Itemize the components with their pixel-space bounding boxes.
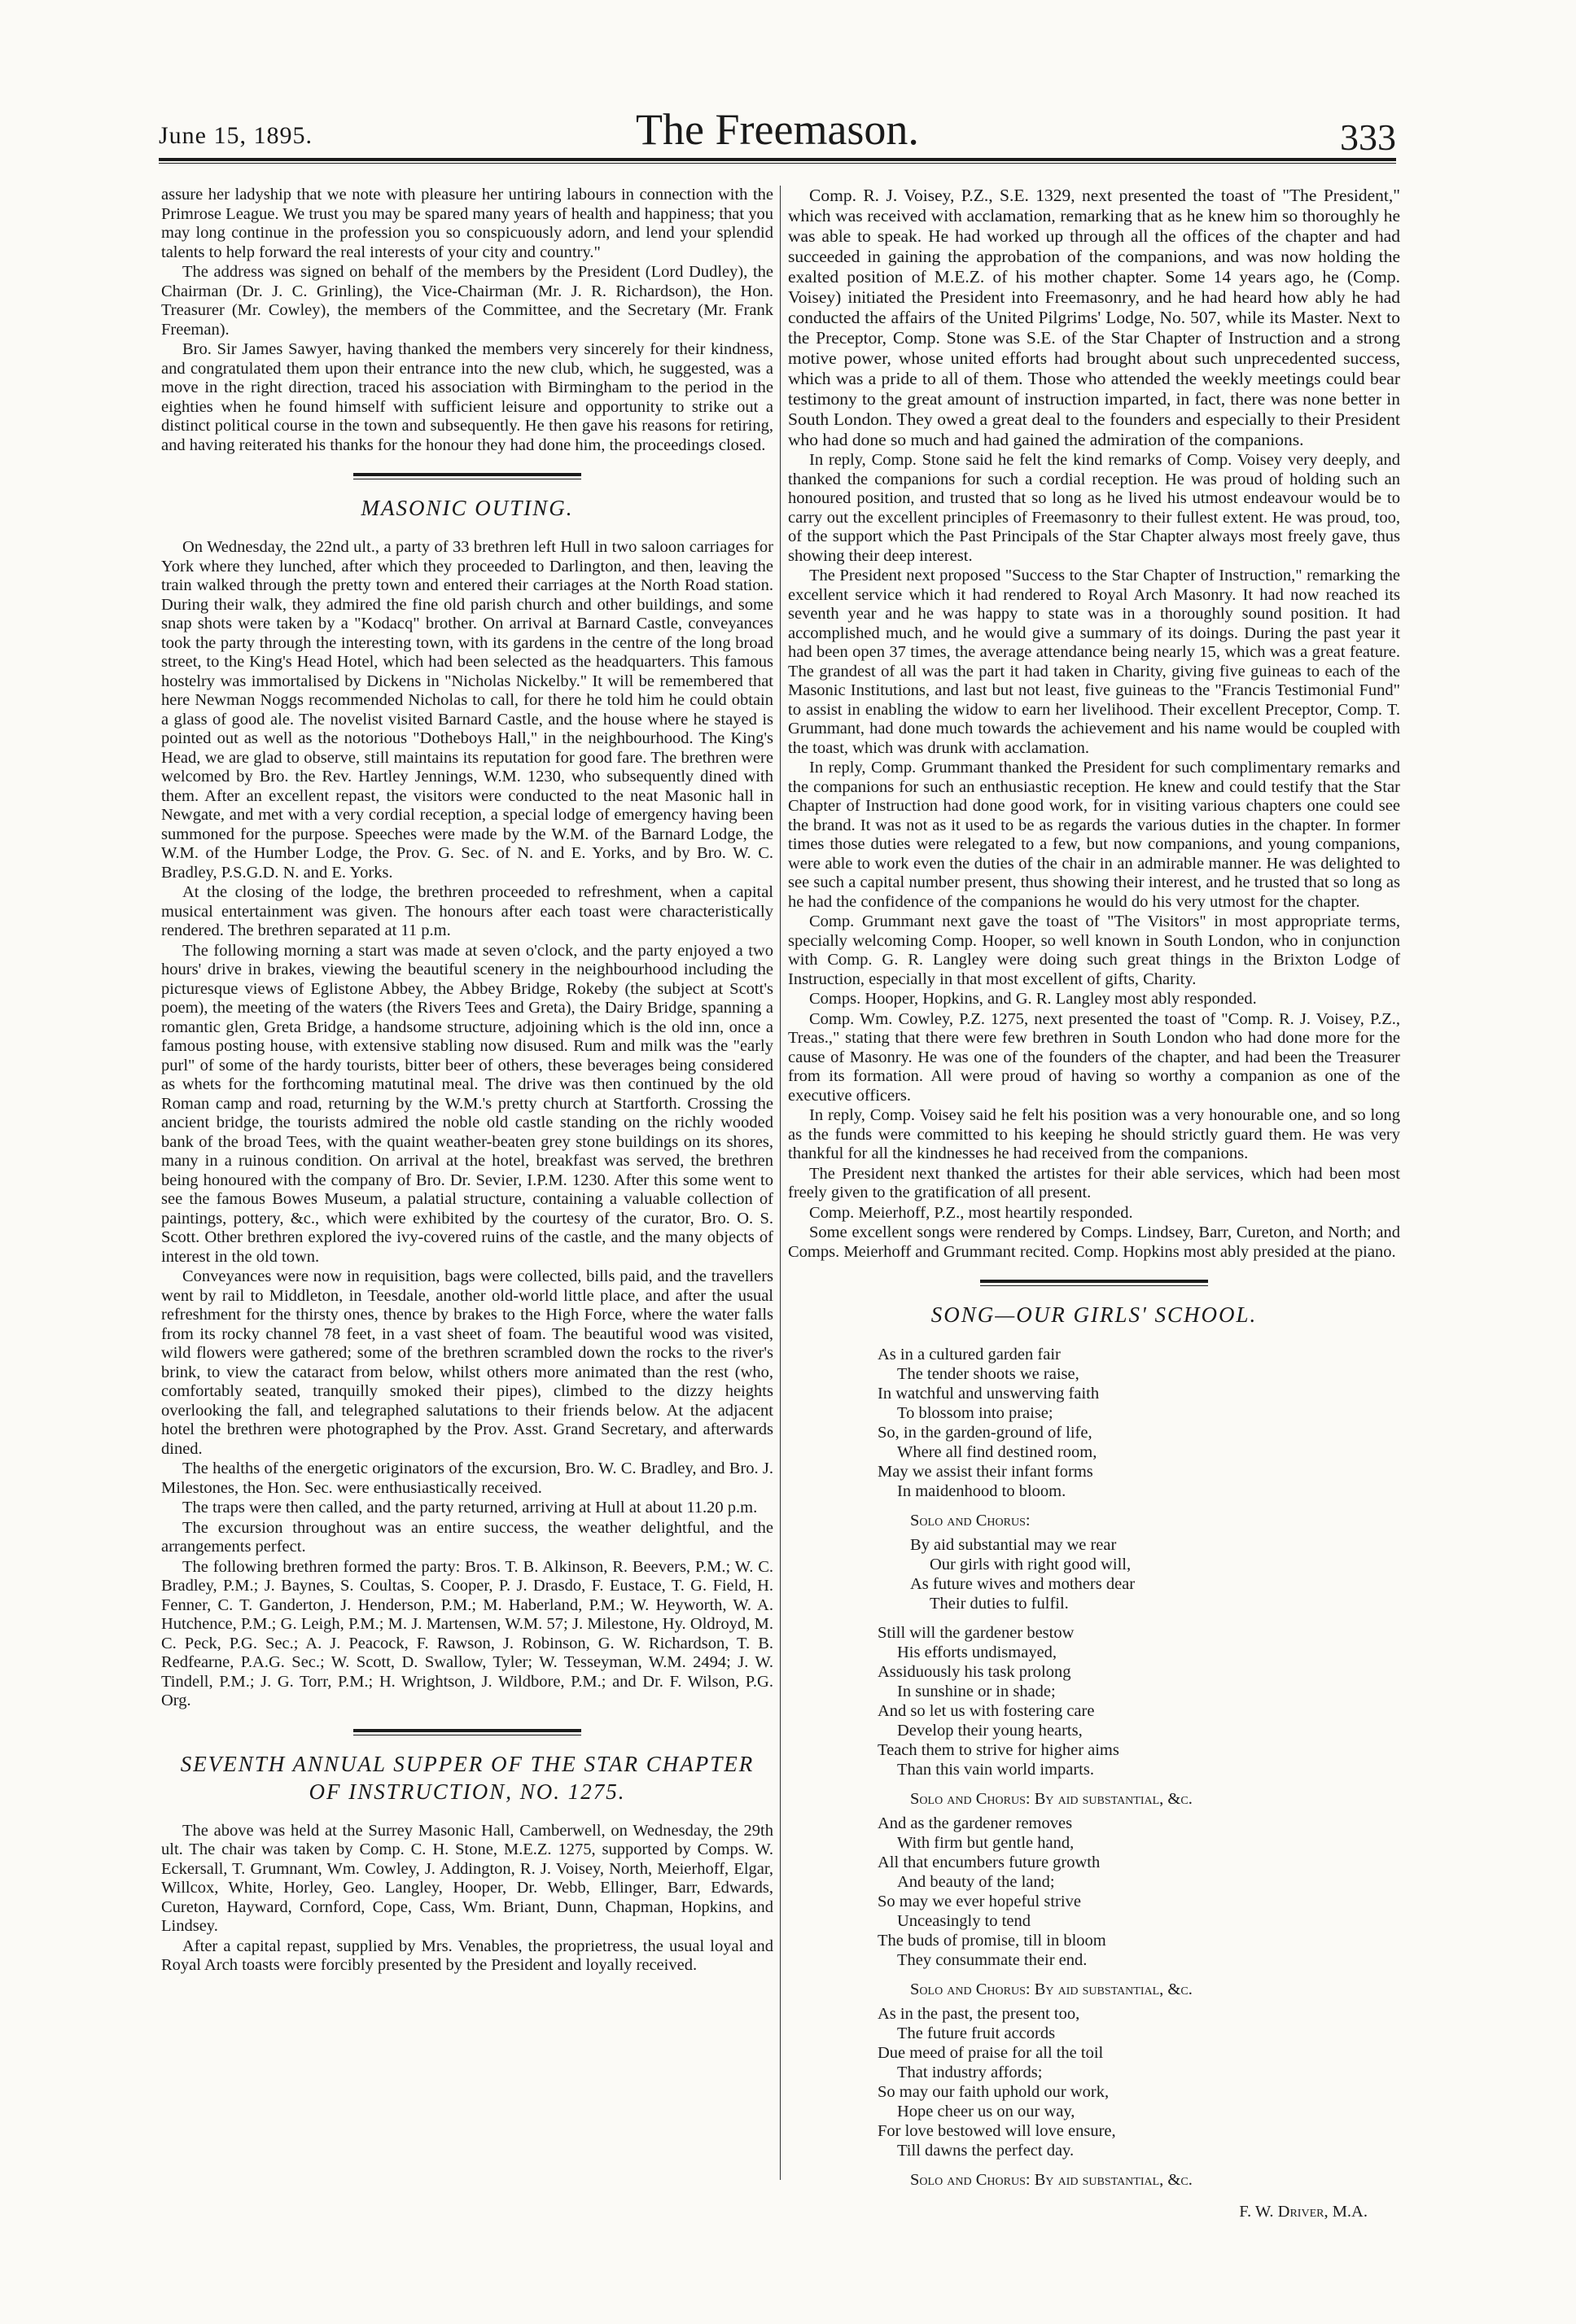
poem-chorus <box>910 1535 1400 1613</box>
poem-line: So, in the garden-ground of life, <box>878 1424 1092 1442</box>
paragraph: Comp. R. J. Voisey, P.Z., S.E. 1329, next presented the toast of "The President," which was received with acclamation, remarking that as he knew him so thoroughly he was able to speak. He had worked up through all the offices of the chapter and had succeeded in gaining the approbation of the companions, and was now holding the exalted position of M.E.Z. of his mother chapter. Some 14 years ago, he (Comp. Voisey) initiated the President into Freemasonry, and he had heard how ably he had conducted the affairs of the United Pilgrims' Lodge, No. 507, while its Master. Next to the Preceptor, Comp. Stone was S.E. of the Star Chapter of Instruction and a strong motive power, whose united efforts had brought about such unprecedented success, which was a pride to all of them. Those who attended the weekly meetings could bear testimony to the great amount of instruction imparted, in fact, there was none better in South London. They owed a great deal to the founders and especially to their President who had done so much and had gained the admiration of the companions. <box>788 186 1400 449</box>
poem-line: By aid substantial may we rear <box>910 1536 1117 1554</box>
right-column <box>788 186 1400 2222</box>
poem-line: May we assist their infant forms <box>878 1463 1093 1481</box>
paragraph: The President next thanked the artistes for their able services, which had been most freely given to the gratification of all present. <box>788 1164 1400 1201</box>
paragraph: The traps were then called, and the party returned, arriving at Hull at about 11.20 p.m. <box>182 1499 758 1517</box>
left-column <box>161 186 773 1976</box>
poem-line: Unceasingly to tend <box>897 1912 1031 1930</box>
poem-stanza <box>878 1623 1400 1779</box>
chorus-label: Solo and Chorus: By aid substantial, &c. <box>910 2171 1193 2189</box>
poem-author: F. W. Driver, M.A. <box>1239 2203 1368 2221</box>
poem-line: They consummate their end. <box>897 1951 1088 1969</box>
chorus-label: Solo and Chorus: By aid substantial, &c. <box>910 1980 1193 1998</box>
poem-line: Till dawns the perfect day. <box>897 2142 1075 2160</box>
paragraph: After a capital repast, supplied by Mrs. Venables, the proprietress, the usual loyal and Royal Arch toasts were forcibly presented by the President and loyally received. <box>161 1937 773 1974</box>
poem-line: The future fruit accords <box>897 2024 1056 2042</box>
voisey-toast-article <box>788 186 1400 450</box>
paragraph: The address was signed on behalf of the members by the President (Lord Dudley), the Chairman (Dr. J. C. Grinling), the Vice-Chairman (Mr. J. R. Richardson), the Hon. Treasurer (Mr. Cowley), the members of the Committee, and the Secretary (Mr. Frank Freeman). <box>161 263 773 339</box>
poem-line: So may our faith uphold our work, <box>878 2083 1110 2101</box>
poem-line: As in a cultured garden fair <box>878 1346 1061 1363</box>
section-separator <box>353 473 581 479</box>
paragraph: Conveyances were now in requisition, bags were collected, bills paid, and the travellers went by rail to Middleton, in Teesdale, another old-world little place, and after the usual refreshment for the thirsty ones, thence by brakes to the High Force, where the water falls from its rocky channel 78 feet, in a vast sheet of foam. The beautiful wood was visited, wild flowers were gathered; some of the brethren scrambled down the rocks to the river's brink, to view the cataract from below, whilst others more animated than the rest (who, comfortably seated, tranquilly smoked their pipes), climbed to the dizzy heights overlooking the fall, and telegraphed salutations to their friends below. At the adjacent hotel the brethren were photographed by the Prov. Asst. Grand Secretary, and afterwards dined. <box>161 1267 773 1458</box>
supper-continued-article <box>788 451 1400 1262</box>
song-poem <box>878 1345 1400 2190</box>
poem-line: So may we ever hopeful strive <box>878 1893 1081 1910</box>
poem-line: In sunshine or in shade; <box>897 1683 1056 1700</box>
paragraph: assure her ladyship that we note with pleasure her untiring labours in connection with the Primrose League. We trust you may be spared many years of health and happiness; that you may long continue in the profession you so conspicuously adorn, and lend your splendid talents to help forward the real interests of your city and country." <box>161 186 773 261</box>
section-separator <box>353 1729 581 1735</box>
poem-line: To blossom into praise; <box>897 1404 1053 1422</box>
outing-heading: MASONIC OUTING. <box>361 496 574 520</box>
poem-line: Assiduously his task prolong <box>878 1663 1071 1681</box>
poem-stanza <box>878 1814 1400 1970</box>
paragraph: In reply, Comp. Stone said he felt the kind remarks of Comp. Voisey very deeply, and thanked the companions for such a cordial reception. He was proud of holding such an honoured position, and trusted that so long as he lived his utmost endeavour would be to carry out the excellent principles of Freemasonry to their fullest extent. He was proud, too, of the support which the Past Principals of the Star Chapter always most freely gave, thus showing their deep interest. <box>788 451 1400 565</box>
section-separator <box>980 1280 1208 1286</box>
paragraph: Comp. Grummant next gave the toast of "The Visitors" in most appropriate terms, specially welcoming Comp. Hooper, so well known in South London, who in conjunction with Comp. G. R. Langley were doing such great things in the Brixton Lodge of Instruction, especially in that most excellent of gifts, Charity. <box>788 913 1400 988</box>
paragraph: The following brethren formed the party: Bros. T. B. Alkinson, R. Beevers, P.M.; W. C. Bradley, P.M.; J. Baynes, S. Coultas, S. Cooper, P. J. Drasdo, F. Eustace, T. G. Field, H. Fenner, C. T. Ganderton, J. Henderson, P.M.; M. Haberland, P.M.; W. Heyworth, W. A. Hutchence, P.M.; G. Leigh, P.M.; M. J. Martensen, W.M. 57; J. Milestone, Hy. Oldroyd, M. C. Peck, P.G. Sec.; A. J. Peacock, F. Rawson, J. Robinson, G. W. Richardson, T. B. Redfearne, P.A.G. Sec.; W. Scott, D. Swallow, Tyler; W. Tesseyman, W.M. 2494; J. W. Tindell, P.M.; J. G. Torr, P.M.; H. Wrightson, J. Wildbore, P.M.; and Dr. F. Wilson, P.G. Org. <box>161 1557 773 1709</box>
poem-line: The tender shoots we raise, <box>897 1365 1079 1383</box>
poem-stanza <box>878 1345 1400 1501</box>
poem-line: As future wives and mothers dear <box>910 1575 1136 1593</box>
supper-article <box>161 1822 773 1976</box>
poem-line: Still will the gardener bestow <box>878 1624 1075 1642</box>
poem-line: Due meed of praise for all the toil <box>878 2044 1104 2062</box>
paragraph: The above was held at the Surrey Masonic Hall, Camberwell, on Wednesday, the 29th ult. The chair was taken by Comp. C. H. Stone, M.E.Z. 1275, supported by Comps. W. Eckersall, T. Grumnant, Wm. Cowley, J. Addington, R. J. Voisey, North, Meierhoff, Elgar, Willcox, White, Horley, Geo. Langley, Hooper, Dr. Webb, Ellinger, Barr, Edwards, Cureton, Hayward, Cornford, Cope, Cass, Wm. Briant, Dunn, Chapman, Hopkins, and Lindsey. <box>161 1821 773 1935</box>
column-divider <box>780 186 781 2180</box>
poem-line: For love bestowed will love ensure, <box>878 2122 1116 2140</box>
page-number: 333 <box>1340 116 1396 158</box>
poem-line: Their duties to fulfil. <box>930 1595 1069 1613</box>
paragraph: Comp. Wm. Cowley, P.Z. 1275, next presented the toast of "Comp. R. J. Voisey, P.Z., Treas.," stating that there were few brethren in South London who had done more for the cause of Masonry. He was one of the founders of the chapter, and had been the Treasurer from its formation. All were proud of having so worthy a companion as one of the executive officers. <box>788 1009 1400 1105</box>
masthead-rule <box>159 158 1396 161</box>
outing-article <box>161 538 773 1711</box>
paragraph: The excursion throughout was an entire success, the weather delightful, and the arrangements perfect. <box>161 1518 773 1556</box>
poem-line: And as the gardener removes <box>878 1814 1073 1832</box>
poem-line: Than this vain world imparts. <box>897 1761 1094 1779</box>
poem-line: In watchful and unswerving faith <box>878 1385 1100 1403</box>
paragraph: Some excellent songs were rendered by Comps. Lindsey, Barr, Cureton, and North; and Comps. Meierhoff and Grummant recited. Comp. Hopkins most ably presided at the piano. <box>788 1223 1400 1261</box>
poem-stanza <box>878 2004 1400 2160</box>
paragraph: Comp. Meierhoff, P.Z., most heartily responded. <box>809 1203 1133 1222</box>
paragraph: The healths of the energetic originators of the excursion, Bro. W. C. Bradley, and Bro. J. Milestones, the Hon. Sec. were enthusiastically received. <box>161 1460 773 1497</box>
supper-heading: SEVENTH ANNUAL SUPPER OF THE STAR CHAPTER OF INSTRUCTION, NO. 1275. <box>180 1751 755 1804</box>
poem-line: Where all find destined room, <box>897 1443 1097 1461</box>
paragraph: Bro. Sir James Sawyer, having thanked the members very sincerely for their kindness, and congratulated them upon their entrance into the new club, which, he suggested, was a move in the right direction, traced his association with Birmingham to the period in the eighties when he found himself with sufficient leisure and opportunity to strike out a distinct political course in the town and subsequently. He then gave his reasons for retiring, and having reiterated his thanks for the honour they had done him, the proceedings closed. <box>161 340 773 454</box>
poem-line: And beauty of the land; <box>897 1873 1055 1891</box>
poem-line: All that encumbers future growth <box>878 1854 1101 1871</box>
song-heading: SONG—OUR GIRLS' SCHOOL. <box>930 1302 1258 1327</box>
poem-line: And so let us with fostering care <box>878 1702 1095 1720</box>
paragraph: The President next proposed "Success to the Star Chapter of Instruction," remarking the excellent service which it had rendered to Royal Arch Masonry. It had now reached its seventh year and he was happy to state was in a thoroughly sound position. It had accomplished much, and he would give a summary of its doings. During the past year it had been open 37 times, the average attendance being nearly 15, which was a great feature. The grandest of all was the part it had taken in Charity, giving five guineas to each of the Masonic Institutions, and last but not least, five guineas to the "Francis Testimonial Fund" to assist in enabling the widow to earn her livelihood. Their excellent Preceptor, Comp. T. Grummant, had done much towards the achievement and his name would be coupled with the toast, which was drunk with acclamation. <box>788 567 1400 757</box>
masthead <box>159 104 1396 158</box>
issue-date: June 15, 1895. <box>159 122 313 149</box>
publication-title: The Freemason. <box>636 105 919 154</box>
paragraph: Comps. Hooper, Hopkins, and G. R. Langley most ably responded. <box>809 990 1257 1008</box>
poem-line: Develop their young hearts, <box>897 1722 1083 1740</box>
poem-line: That industry affords; <box>897 2064 1043 2081</box>
paragraph: In reply, Comp. Voisey said he felt his position was a very honourable one, and so long as the funds were committed to his keeping he should strictly guard them. He was very thankful for all the kindnesses he had received from the companions. <box>788 1106 1400 1162</box>
poem-line: Hope cheer us on our way, <box>897 2103 1075 2120</box>
intro-article <box>161 186 773 455</box>
paragraph: In reply, Comp. Grummant thanked the President for such complimentary remarks and the companions for such an enthusiastic reception. He knew and could testify that the Star Chapter of Instruction had done good work, for in visiting various chapters one could see the brand. It was not as it used to be as regards the various duties in the chapter. In former times those duties were relegated to a few, but now companions, and young companions, were able to work even the duties of the chair in an admirable manner. He was delighted to see such a capital number present, thus showing their interest, and he trusted that so long as he had the confidence of the companions he would do his very utmost for the chapter. <box>788 759 1400 911</box>
poem-line: The buds of promise, till in bloom <box>878 1932 1106 1950</box>
poem-line: With firm but gentle hand, <box>897 1834 1075 1852</box>
paragraph: At the closing of the lodge, the brethren proceeded to refreshment, when a capital musical entertainment was given. The honours after each toast were characteristically rendered. The brethren separated at 11 p.m. <box>161 883 773 939</box>
paragraph: The following morning a start was made at seven o'clock, and the party enjoyed a two hours' drive in brakes, viewing the beautiful scenery in the neighbourhood including the picturesque views of Eglistone Abbey, the Abbey Bridge, Rokeby (the subject at Scott's poem), the meeting of the waters (the Rivers Tees and Greta), the Dairy Bridge, spanning a romantic glen, Greta Bridge, a handsome structure, adjoining which is the old inn, once a famous posting house, with extensive stabling now disused. Rum and milk was the "early purl" of some of the hardy tourists, bitter beer of others, these beverages being considered as whets for the forthcoming matutinal meal. The drive was then continued by the old Roman camp and road, returning by the W.M.'s pretty church at Startforth. Crossing the ancient bridge, the tourists admired the noble old castle standing on the richly wooded bank of the broad Tees, with the quaint weather-beaten grey stone buildings on its shores, many in a ruinous condition. On arrival at the hotel, breakfast was served, the brethren being honoured with the company of Bro. Dr. Sevier, I.P.M. 1230. After this some went to see the famous Bowes Museum, a palatial structure, containing a valuable collection of paintings, pottery, &c., which were exhibited by the courtesy of the curator, Bro. O. S. Scott. Other brethren explored the ivy-covered ruins of the castle, and the many objects of interest in the old town. <box>161 941 773 1266</box>
masthead-rule-thin <box>159 163 1396 164</box>
chorus-label: Solo and Chorus: <box>910 1512 1031 1530</box>
poem-line: In maidenhood to bloom. <box>897 1482 1066 1500</box>
paragraph: On Wednesday, the 22nd ult., a party of 33 brethren left Hull in two saloon carriages for York where they lunched, after which they proceeded to Darlington, and then, leaving the train walked through the pretty town and entered their carriages at the North Road station. During their walk, they admired the fine old parish church and other buildings, and some snap shots were taken by a "Kodacq" brother. On arrival at Barnard Castle, conveyances took the party through the interesting town, with its gardens in the centre of the long broad street, to the King's Head Hotel, which had been selected as the headquarters. This famous hostelry was immortalised by Dickens in "Nicholas Nickelby." It will be remembered that here Newman Noggs recommended Nicholas to call, for there he told him he could obtain a glass of good ale. The novelist visited Barnard Castle, and the house where he stayed is pointed out as well as the notorious "Dotheboys Hall," in the neighbourhood. The King's Head, we are glad to observe, still maintains its reputation for good fare. The brethren were welcomed by Bro. the Rev. Hartley Jennings, W.M. 1230, who subsequently dined with them. After an excellent repast, the visitors were conducted to the neat Masonic hall in Newgate, and met with a very cordial reception, a special lodge of emergency having been summoned for the purpose. Speeches were made by the W.M. of the Barnard Lodge, the W.M. of the Humber Lodge, the Prov. G. Sec. of N. and E. Yorks, and by Bro. W. C. Bradley, P.S.G.D. N. and E. Yorks. <box>161 538 773 882</box>
poem-line: Our girls with right good will, <box>930 1556 1132 1573</box>
chorus-label: Solo and Chorus: By aid substantial, &c. <box>910 1790 1193 1808</box>
poem-line: Teach them to strive for higher aims <box>878 1741 1119 1759</box>
poem-line: His efforts undismayed, <box>897 1643 1057 1661</box>
poem-line: As in the past, the present too, <box>878 2005 1080 2023</box>
